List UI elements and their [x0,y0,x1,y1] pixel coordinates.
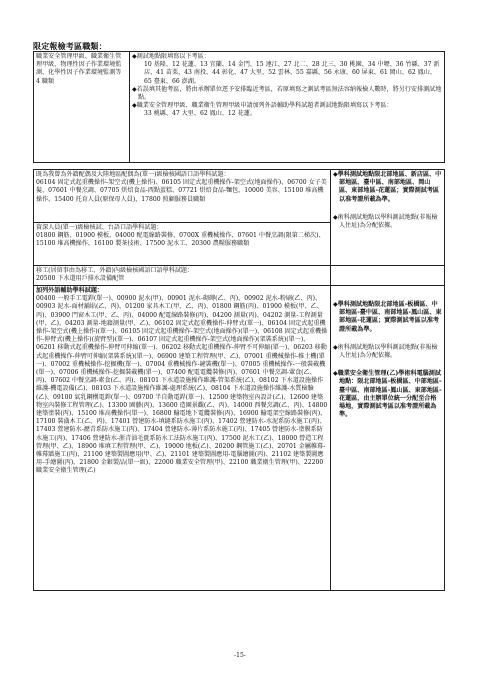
table1-item-1-body: 10 基隆、12 花蓮、13 宜蘭、14 金門、15 連江、27 北二、28 北三、30 桃園、34 中壢、36 竹縣、37 新店、41 苗栗、43 南投、44 彰化、47 大里、52 雲林、55 嘉縣、56 永康、60 屏東、61 岡山、62 鳳山、65 臺東、66 澎湖。 [144,61,440,85]
table2-r1-right [331,170,445,266]
table2-row-3 [34,266,445,286]
page-number: -15- [234,652,246,659]
r4-left-body: 00400 一般手工電銲(單一)、00900 泥水(甲)、00901 泥水-砌磚(乙、丙)、00902 泥水-粉刷(乙、丙)、00903 泥水-面材舖貼(乙、丙)、01200 家具木工(甲、乙、丙)、01800 鋼筋(丙)、01900 模板(甲、乙、丙)、03900 門窗木工(甲、乙、丙)、04000 配電線路裝修(丙)、04200 測量(丙)、04202 測量-工程測量(甲、乙)、04203 測量-地籍測量(甲、乙)、06102 固定式起重機操作-伸臂式(單一)、06104 固定式起重機操作-架空式(機上操作)(單一)、06105 固定式起重機操作-架空式(地面操作)(單一)、06108 固定式起重機操作-伸臂式(機上操作)(旋臂型)(單一)、06107 固定式起重機操作-架空式(地面操作)(架裝系統)(單一)、06201 移動式起重機操作-伸臂可伸縮(單一)、06202 移動式起重機操作-伸臂不可伸縮(單一)、06203 移動式起重機操作-伸臂可伸縮(架裝系統)(單一)、06900 建築工程管理(甲、乙)、07001 重機械操作-推土機(單一)、07002 重機械操作-挖掘機(單一)、07004 重機械操作-鏟裝機(單一)、07005 重機械操作-一般裝載機(單一)、07006 重機械操作-挖掘裝載機(單一)、07400 配電電纜裝修(丙)、07601 中餐烹調-葷食(乙、丙)、07602 中餐烹調-素食(乙、丙)、08101 下水道設施操作維護-管渠系統(乙)、08102 下水道設施操作維護-機電設備(乙)、08103 下水道設施操作維護-處理系統(乙)、08104 下水道設施操作維護-水質檢驗(乙)、09100 氣乳鋼構電銲(單一)、09700 半自動電銲(單一)、12500 建築物室內設計(乙)、12600 建築物室內裝修工程管理(乙)、13300 園藝(丙)、13600 造園景觀(乙、丙)、14000 西餐烹調(乙、丙)、14800 建築塗裝(丙)、15100 堆高機操作(單一)、16800 輸電地下電纜裝修(丙)、16900 輸電架空線路裝修(丙)、17100 裝潢木工(乙、丙)、17401 營建防水-填縫系防水施工(丙)、17402 營建防水-水泥系防水施工(丙)、17403 營建防水-瀝青系防水施工(丙)、17404 營建防水-薄片系防水施工(丙)、17405 營建防水-塗膜系防水施工(丙)、17406 營建防水-浙青油毛氈系防水工法防水施工(丙)、17500 泥水工(乙)、18000 營造工程管理(甲、乙)、18900 堆填工程管理(甲、乙)、19000 地板(乙)、20200 鋼管施工(乙)、20701 金屬帷幕-帷幕牆施工(丙)、21100 建築製圖應用(甲、乙)、21101 建築製圖應用-電腦繪圖(丙)、21102 建築製圖應用-手繪圖(丙)、21800 金銀製品(單一級)、22000 職業安全管理(甲)、22100 職業衛生管理(甲)、22200 職業安全衛生管理(乙) [36,295,328,475]
table1-item-1-title: ◆測試地點限填寫以下考區： [132,53,210,60]
r2-left-body: 01800 鋼筋、01900 模板、04000 配電線路裝修、0700X 重機械操作、07601 中餐烹調(限第二梯次)、15100 堆高機操作、16100 製茶技術、17500 泥水工、20300 農糧服務職類 [36,232,325,248]
r1-left-body: 06104 固定式起重機操作-架空式(機上操作)、06105 固定式起重機操作-架空式(地面操作)、06700 女子美髮、07601 中餐烹調、07705 烘焙食品-西點蛋糕、07721 烘焙食品-麵包、10000 美容、15100 堆高機操作、15400 托育人員(原保母人員)、17800 照顧服務員職類 [36,179,327,203]
table2-r4-right [331,286,445,591]
table2-r2-left [34,223,331,266]
r4-right-note-b: ◆術科測試地點以學科測試地點(非報檢人住址)為分配依據。 [333,343,438,360]
r4-right-note-a: ◆學科測試地點限北部地區-板橋區、中部地區-臺中區、南部地區-鳳山區、東部地區-花蓮區；實際測試考區以准考證所載為準。 [333,301,442,333]
table1-right-cell [130,52,445,163]
r2-left-title: 資深人員(單一)級檢核試、台語口語學科試題： [36,224,163,231]
table2-r3-left [34,266,331,286]
table2-row-4 [34,286,445,591]
section-title: 限定報檢考區職類： [33,41,107,51]
table2-row-1 [34,170,445,223]
table1-left-cell: 職業安全管理甲級、職業衛生管理甲級、物理性因子作業環境監測、化學性因子作業環境監測等 4 職類 [34,52,130,163]
table1-row [34,52,445,163]
restricted-area-table-1 [33,51,445,163]
r3-left-body: 20500 下水道用戶排水設備配管 [36,275,125,283]
restricted-area-table-2 [33,169,445,591]
r3-left-title: 移工(居留事由為移工、外籍)內級檢核國語口語學科試題： [36,267,194,274]
r2-right-note: ◆術科測試地點以學科測試地點(非報檢人住址)為分配依據。 [333,213,438,230]
table1-item-3-title: ◆職業安全管理甲級、職業衛生管理甲級申請加列外語輔助學科試題者測試地點限填寫以下考區： [132,102,393,110]
table2-r1-left [34,170,331,223]
r4-right-note-c: ◆職業安全衛生管理(乙)學術科電腦測試地點：限北部地區-板橋區、中部地區-臺中區、南部地區-鳳山區、東部地區-花蓮區，由主辦單位統一分配至合格場地，實際測試考區以准考證所載為準。 [333,370,442,419]
r1-left-title: 既為我曾為外籍配偶及大陸地區配偶為(單一)級檢核國語口語學科試題： [36,171,230,178]
r1-right-note: ◆學科測試地點限北部地區、新店區、中部地區、臺中區、南部地區、岡山區、東部地區-花蓮區；實際測試考區以准考證所載為準。 [333,171,442,203]
table1-item-2-title: ◆若誤填其他考區，將由承辦單位逕予安排臨近考區，若原填寫之測試考區無法容納報檢人數時，將另行安排測試地點。 [132,85,442,102]
table2-r3-right [331,266,445,286]
r4-left-title: 加列外語輔助學科試題： [36,287,104,294]
table2-r4-left [34,286,331,591]
table1-item-3-body: 33 桃縣、47 大里、62 鳳山、12 花蓮。 [144,110,256,118]
